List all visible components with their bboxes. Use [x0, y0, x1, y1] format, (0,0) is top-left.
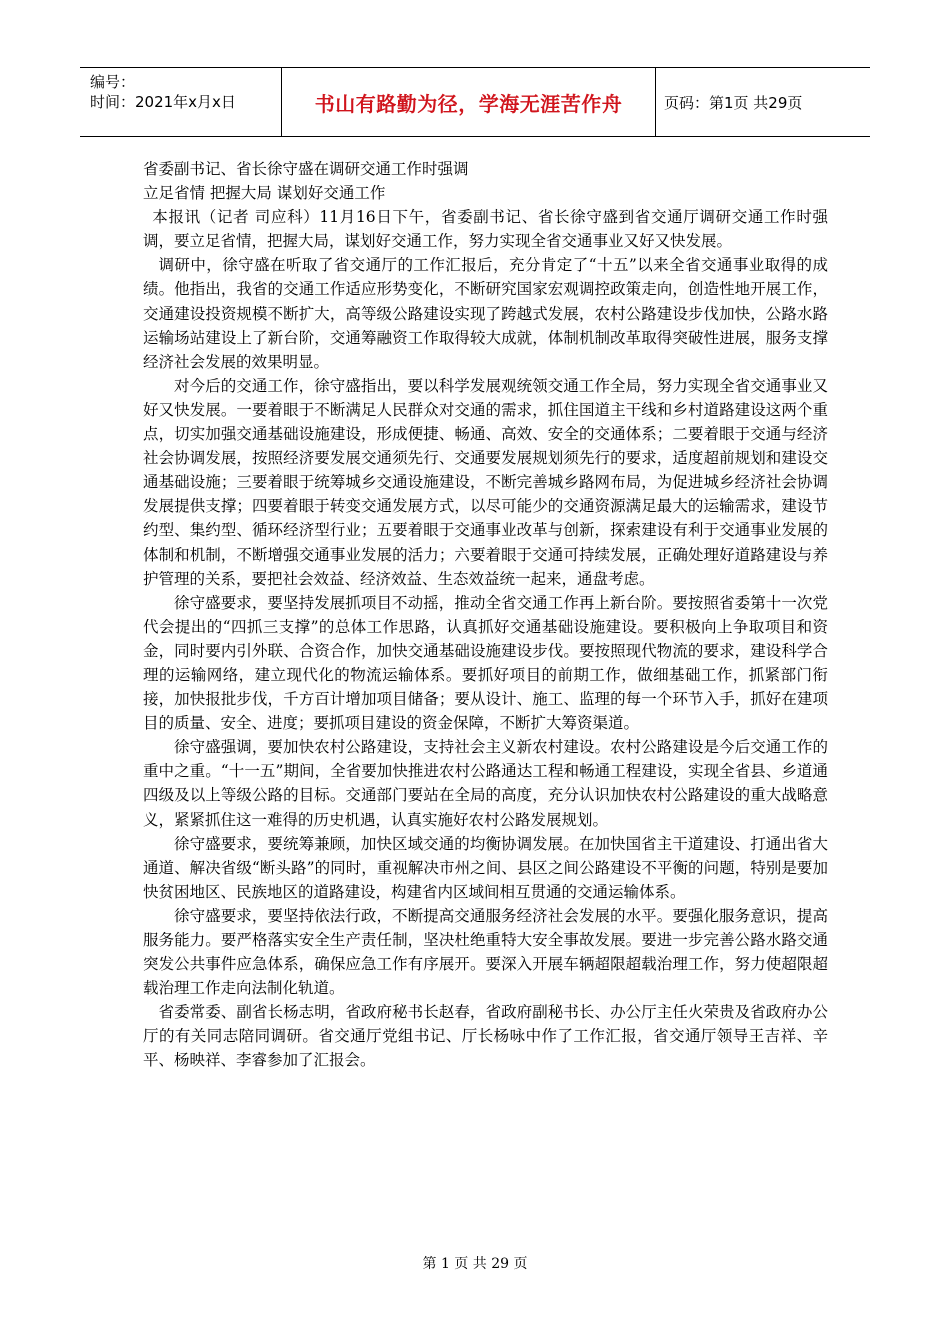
footer-page-number: 第 1 页 共 29 页 — [422, 1256, 528, 1272]
paragraph: 省委常委、副省长杨志明，省政府秘书长赵春，省政府副秘书长、办公厅主任火荣贵及省政府办公厅的有关同志陪同调研。省交通厅党组书记、厅长杨咏中作了工作汇报，省交通厅领导王吉祥、辛平、杨映祥、李睿参加了汇报会。 — [143, 1003, 828, 1070]
time-label: 时间：2021年x月x日 — [90, 93, 236, 111]
header-meta — [80, 68, 282, 136]
header-page-info — [656, 68, 870, 136]
paragraph: 徐守盛要求，要坚持发展抓项目不动摇，推动全省交通工作再上新台阶。要按照省委第十一次党代会提出的“四抓三支撑”的总体工作思路，认真抓好交通基础设施建设。要积极向上争取项目和资金，同时要内引外联、合资合作，加快交通基础设施建设步伐。要按照现代物流的要求，建设科学合理的运输网络，建立现代化的物流运输体系。要抓好项目的前期工作，做细基础工作，抓紧部门衔接，加快报批步伐，千方百计增加项目储备；要从设计、施工、监理的每一个环节入手，抓好在建项目的质量、安全、进度；要抓项目建设的资金保障，不断扩大筹资渠道。 — [143, 593, 828, 733]
header-motto-cell — [282, 68, 656, 136]
page-header — [80, 67, 870, 137]
article-body — [143, 157, 828, 1073]
paragraph: 本报讯（记者 司应科）11月16日下午，省委副书记、省长徐守盛到省交通厅调研交通工作时强调，要立足省情，把握大局，谋划好交通工作，努力实现全省交通事业又好又快发展。 — [143, 208, 828, 251]
paragraph: 徐守盛要求，要统筹兼顾，加快区域交通的均衡协调发展。在加快国省主干道建设、打通出省大通道、解决省级“断头路”的同时，重视解决市州之间、县区之间公路建设不平衡的问题，特别是要加快贫困地区、民族地区的道路建设，构建省内区域间相互贯通的交通运输体系。 — [143, 834, 828, 901]
page-info-text: 页码：第1页 共29页 — [664, 93, 803, 112]
number-label: 编号： — [90, 73, 136, 91]
motto-text: 书山有路勤为径，学海无涯苦作舟 — [314, 91, 623, 116]
paragraph: 徐守盛强调，要加快农村公路建设，支持社会主义新农村建设。农村公路建设是今后交通工作的重中之重。“十一五”期间，全省要加快推进农村公路通达工程和畅通工程建设，实现全省县、乡道通四级及以上等级公路的目标。交通部门要站在全局的高度，充分认识加快农村公路建设的重大战略意义，紧紧抓住这一难得的历史机遇，认真实施好农村公路发展规划。 — [143, 738, 828, 829]
page-footer — [0, 1253, 950, 1273]
paragraph: 徐守盛要求，要坚持依法行政，不断提高交通服务经济社会发展的水平。要强化服务意识，提高服务能力。要严格落实安全生产责任制，坚决杜绝重特大安全事故发展。要进一步完善公路水路交通突发公共事件应急体系，确保应急工作有序展开。要深入开展车辆超限超载治理工作，努力使超限超载治理工作走向法制化轨道。 — [143, 906, 828, 998]
article-title-line2: 立足省情 把握大局 谋划好交通工作 — [143, 184, 386, 203]
article-title-line1: 省委副书记、省长徐守盛在调研交通工作时强调 — [143, 160, 469, 178]
paragraph: 调研中，徐守盛在听取了省交通厅的工作汇报后，充分肯定了“十五”以来全省交通事业取得的成绩。他指出，我省的交通工作适应形势变化，不断研究国家宏观调控政策走向，创造性地开展工作，交通建设投资规模不断扩大，高等级公路建设实现了跨越式发展，农村公路建设步伐加快，公路水路运输场站建设上了新台阶，交通筹融资工作取得较大成就，体制机制改革取得突破性进展，服务支撑经济社会发展的效果明显。 — [143, 256, 828, 371]
paragraph: 对今后的交通工作，徐守盛指出，要以科学发展观统领交通工作全局，努力实现全省交通事业又好又快发展。一要着眼于不断满足人民群众对交通的需求，抓住国道主干线和乡村道路建设这两个重点，切实加强交通基础设施建设，形成便捷、畅通、高效、安全的交通体系；二要着眼于交通与经济社会协调发展，按照经济要发展交通须先行、交通要发展规划须先行的要求，适度超前规划和建设交通基础设施；三要着眼于统筹城乡交通设施建设，不断完善城乡路网布局，为促进城乡经济社会协调发展提供支撑；四要着眼于转变交通发展方式，以尽可能少的交通资源满足最大的运输需求，建设节约型、集约型、循环经济型行业；五要着眼于交通事业改革与创新，探索建设有利于交通事业发展的体制和机制，不断增强交通事业发展的活力；六要着眼于交通可持续发展，正确处理好道路建设与养护管理的关系，要把社会效益、经济效益、生态效益统一起来，通盘考虑。 — [143, 376, 828, 588]
